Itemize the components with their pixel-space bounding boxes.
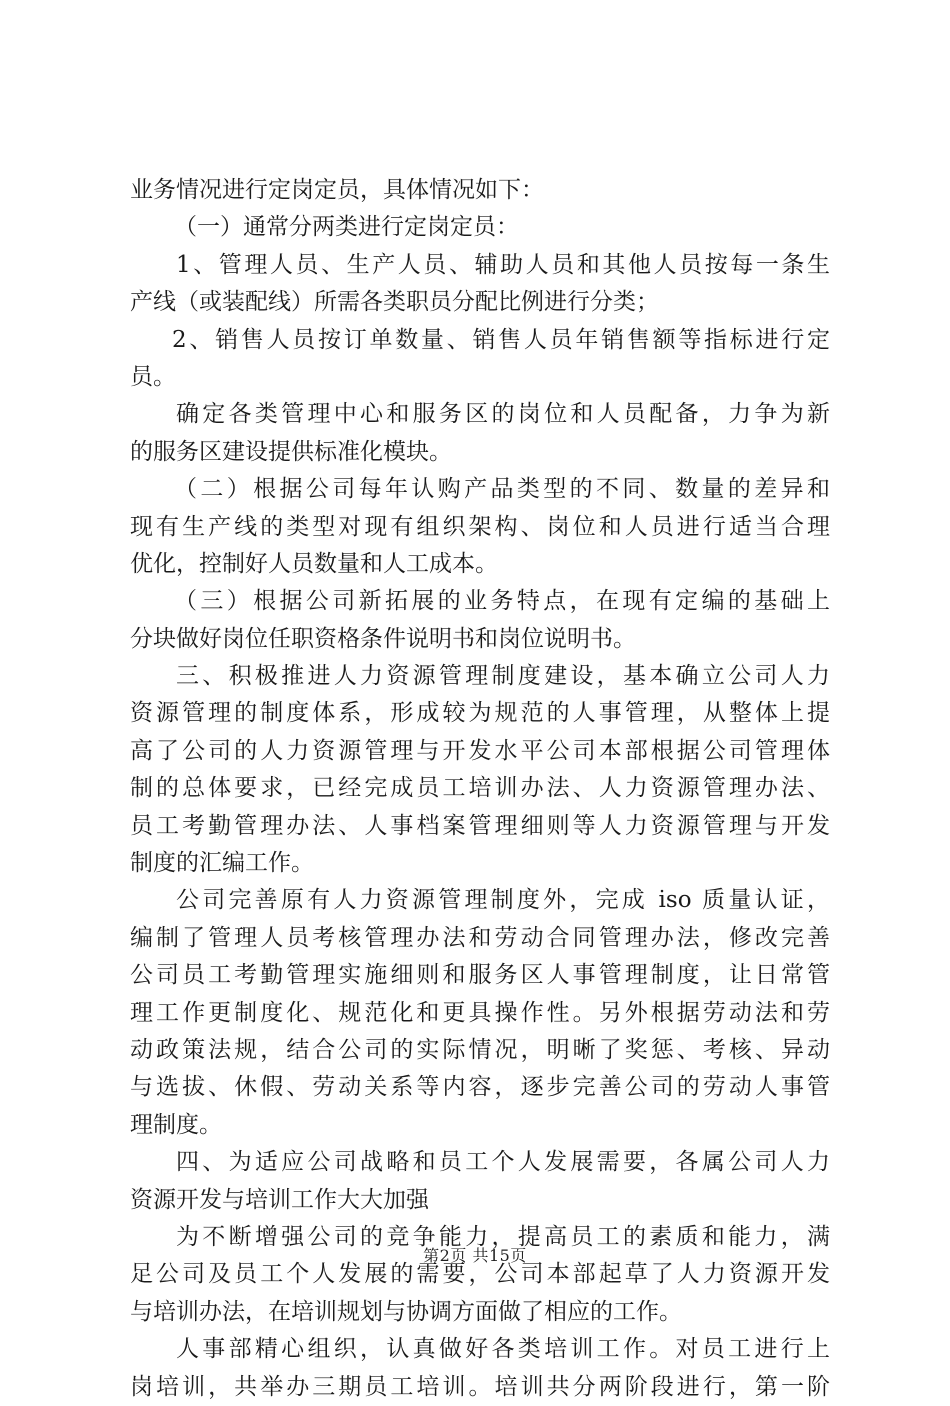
text-line: 确定各类管理中心和服务区的岗位和人员配备，力争为新 [176, 401, 830, 428]
text-line: 现有生产线的类型对现有组织架构、岗位和人员进行适当合理 [130, 513, 830, 540]
text-line: 高了公司的人力资源管理与开发水平公司本部根据公司管理体 [130, 737, 830, 764]
text-line: 足公司及员工个人发展的需要，公司本部起草了人力资源开发 [130, 1261, 830, 1288]
text-line: 公司完善原有人力资源管理制度外，完成 iso 质量认证， [176, 887, 830, 914]
page-footer: 第2页 共15页 [423, 1246, 527, 1265]
text-line: 分块做好岗位任职资格条件说明书和岗位说明书。 [130, 625, 636, 652]
text-line: 四、为适应公司战略和员工个人发展需要，各属公司人力 [176, 1149, 830, 1176]
text-line: 与选拔、休假、劳动关系等内容，逐步完善公司的劳动人事管 [130, 1074, 830, 1101]
text-line: 制度的汇编工作。 [130, 850, 314, 877]
text-line: 三、积极推进人力资源管理制度建设，基本确立公司人力 [176, 663, 830, 690]
text-line: （三）根据公司新拓展的业务特点，在现有定编的基础上 [174, 588, 830, 615]
text-line: 员。 [130, 363, 176, 390]
text-line: 理工作更制度化、规范化和更具操作性。另外根据劳动法和劳 [130, 999, 830, 1026]
text-line: 编制了管理人员考核管理办法和劳动合同管理办法，修改完善 [130, 924, 830, 951]
text-line: 的服务区建设提供标准化模块。 [130, 438, 452, 465]
text-line: 人事部精心组织，认真做好各类培训工作。对员工进行上 [176, 1336, 830, 1363]
text-line: 资源管理的制度体系，形成较为规范的人事管理，从整体上提 [130, 700, 830, 727]
text-line: 业务情况进行定岗定员，具体情况如下： [130, 177, 544, 203]
text-line: 为不断增强公司的竞争能力，提高员工的素质和能力，满 [176, 1223, 830, 1250]
text-line: 岗培训，共举办三期员工培训。培训共分两阶段进行，第一阶 [130, 1373, 830, 1400]
text-line: 员工考勤管理办法、人事档案管理细则等人力资源管理与开发 [130, 812, 830, 839]
text-line: 产线（或装配线）所需各类职员分配比例进行分类； [130, 289, 659, 316]
text-line: （一）通常分两类进行定岗定员： [174, 214, 519, 241]
document-body [130, 172, 830, 1406]
text-line: 资源开发与培训工作大大加强 [130, 1186, 429, 1213]
text-line: 优化，控制好人员数量和人工成本。 [130, 550, 498, 577]
text-line: 1、管理人员、生产人员、辅助人员和其他人员按每一条生 [176, 251, 830, 278]
text-line: 2、销售人员按订单数量、销售人员年销售额等指标进行定 [172, 326, 830, 353]
text-line: 公司员工考勤管理实施细则和服务区人事管理制度，让日常管 [130, 962, 830, 989]
text-line: 与培训办法，在培训规划与协调方面做了相应的工作。 [130, 1298, 682, 1325]
text-line: （二）根据公司每年认购产品类型的不同、数量的差异和 [174, 476, 830, 503]
text-line: 动政策法规，结合公司的实际情况，明晰了奖惩、考核、异动 [130, 1036, 830, 1063]
text-line: 制的总体要求，已经完成员工培训办法、人力资源管理办法、 [130, 775, 830, 802]
text-line: 理制度。 [130, 1111, 222, 1138]
